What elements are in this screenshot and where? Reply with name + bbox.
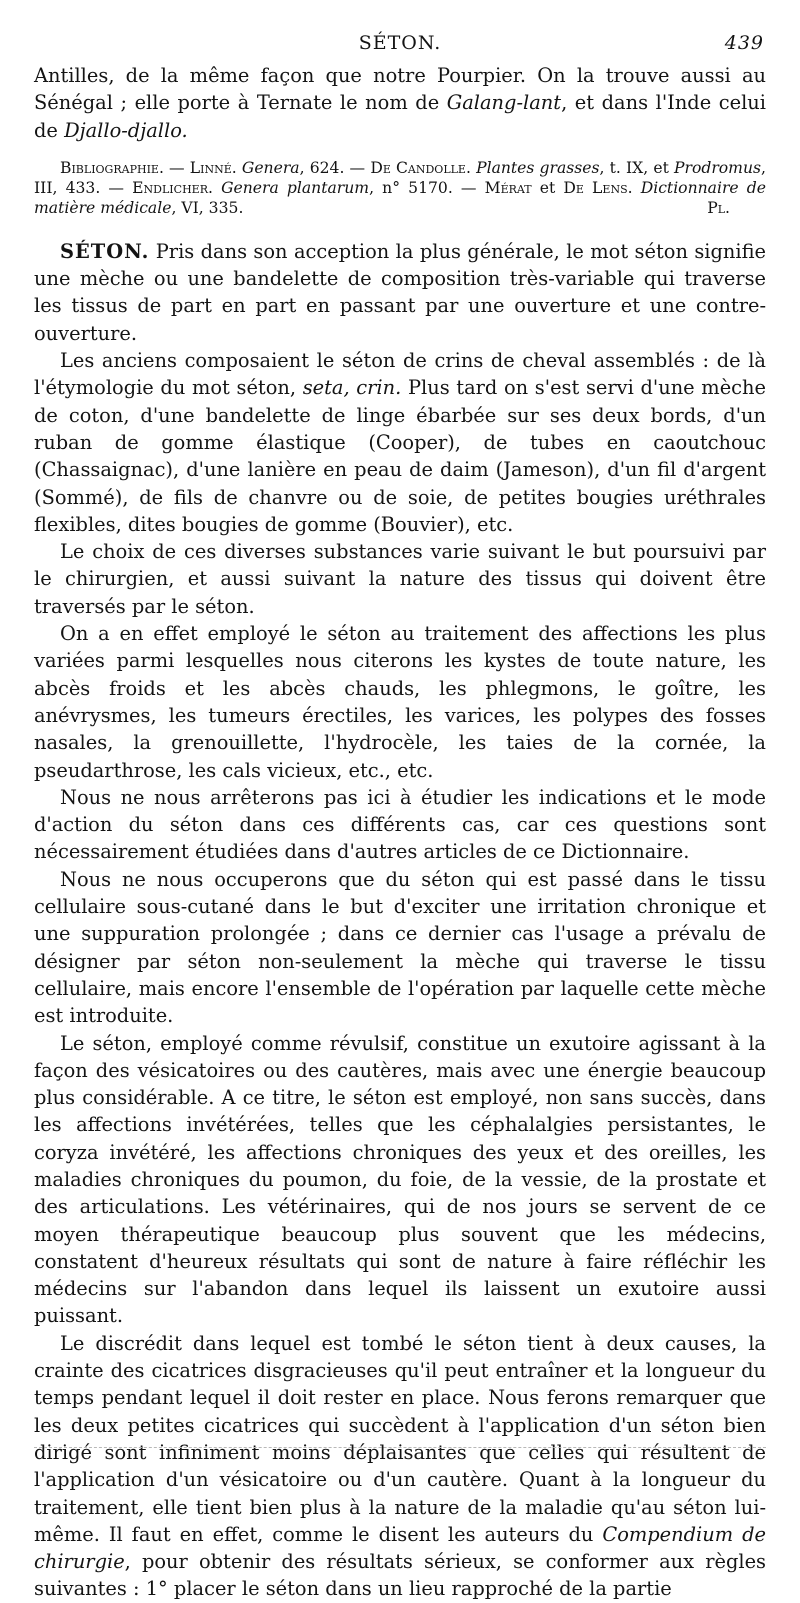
paragraph-text: Le discrédit dans lequel est tombé le séton tient à deux causes, la crainte des cicatrices disgracieuses qu'il peut entraîner et la longueur du temps pendant lequel il doit rester en place. Nous ferons remarquer que les deux petites cicatrices qui succèdent à l'application d'un séton bien dirigé sont infiniment moins déplaisantes que celles qui résultent de l'application d'un vésicatoire ou d'un cautère. Quant à la longueur du traitement, elle tient bien plus à la nature de la maladie qu'au séton lui-même. Il faut en effet, comme le disent les auteurs du [34,1331,766,1546]
bibliography-label: Bibliographie. — [60,158,190,177]
citation-text: , n° 5170. — [369,178,485,197]
running-title: SÉTON. [358,32,442,54]
author-signature: Pl. [707,198,730,217]
section-gap [34,218,766,238]
work-prodromus: Prodromus [674,158,762,177]
intro-paragraph [34,62,766,144]
term-galang-lant: Galang-lant [446,91,562,115]
paragraph-text: , pour obtenir des résultats sérieux, se conformer aux règles suivantes : 1° placer le séton dans un lieu rapproché de la partie [34,1550,766,1601]
citation-text: , 624. — [299,158,371,177]
term-seta-crin: seta, crin. [302,376,402,400]
author-de-candolle: De Candolle. [370,158,471,177]
work-compendium: Compendium de chirurgie [34,1522,766,1574]
author-merat: Mérat [484,178,532,197]
article-headword: SÉTON. [60,239,150,263]
work-dictionnaire: Dictionnaire de matière médicale [34,178,766,217]
term-djallo-djallo: Djallo-djallo. [64,118,188,142]
author-linne: Linné. [189,158,237,177]
article-paragraph-5: Nous ne nous arrêterons pas ici à étudier les indications et le mode d'action du séton dans ces différents cas, car ces questions sont nécessairement étudiées dans d'autres articles de ce Dictionnaire. [34,785,766,864]
paragraph-text: Les anciens composaient le séton de crins de cheval assemblés : de là l'étymologie du mot séton, [34,349,766,400]
bottom-rule [34,1447,766,1448]
citation-text: , III, 433. — [34,158,766,197]
page-body [34,62,766,1603]
running-header [34,32,766,58]
work-genera-plantarum: Genera plantarum [221,178,370,197]
page [34,0,767,1601]
intro-text: Antilles, de la même façon que notre Pourpier. On la trouve aussi au Sénégal ; elle porte à Ternate le nom de [34,64,766,115]
article-paragraph-3: Le choix de ces diverses substances varie suivant le but poursuivi par le chirurgien, et aussi suivant la nature des tissus qui doivent être traversés par le séton. [34,540,766,618]
intro-text: , et dans l'Inde celui de [34,91,767,142]
article-paragraph-8 [34,1330,766,1603]
author-de-lens: De Lens. [563,178,633,197]
citation-text: , VI, 335. [171,198,244,217]
article-paragraph-4: On a en effet employé le séton au traitement des affections les plus variées parmi lesquelles nous citerons les kystes de toute nature, les abcès froids et les abcès chauds, les phlegmons, le goître, les anévrysmes, les tumeurs érectiles, les varices, les polypes des fosses nasales, la grenouillette, l'hydrocèle, les taies de la cornée, la pseudarthrose, les cals vicieux, etc., etc. [34,622,766,782]
author-endlicher: Endlicher. [132,178,213,197]
article-paragraph-2 [34,347,766,538]
work-genera: Genera [241,158,300,177]
paragraph-text: Pris dans son acception la plus générale, le mot séton signifie une mèche ou une bandelette de composition très-variable qui traverse les tissus de part en part en passant par une ouverture et une contre-ouverture. [34,239,766,345]
article-paragraph-6: Nous ne nous occuperons que du séton qui est passé dans le tissu cellulaire sous-cutané dans le but d'exciter une irritation chronique et une suppuration prolongée ; dans ce dernier cas l'usage a prévalu de désigner par séton non-seulement la mèche qui traverse le tissu cellulaire, mais encore l'ensemble de l'opération par laquelle cette mèche est introduite. [34,867,766,1028]
paragraph-text: Plus tard on s'est servi d'une mèche de coton, d'une bandelette de linge ébarbée sur ses deux bords, d'un ruban de gomme élastique (Cooper), de tubes en caoutchouc (Chassaignac), d'une lanière en peau de daim (Jameson), d'un fil d'argent (Sommé), de fils de chanvre ou de soie, de petites bougies uréthrales flexibles, dites bougies de gomme (Bouvier), etc. [34,376,766,536]
article-paragraph-7: Le séton, employé comme révulsif, constitue un exutoire agissant à la façon des vésicatoires ou des cautères, mais avec une énergie beaucoup plus considérable. A ce titre, le séton est employé, non sans succès, dans les affections invétérées, telles que les céphalalgies persistantes, le coryza invétéré, les affections chroniques des yeux et des oreilles, les maladies chroniques du poumon, du foie, de la vessie, de la prostate et des articulations. Les vétérinaires, qui de nos jours se servent de ce moyen thérapeutique beaucoup plus souvent que les médecins, constatent d'heureux résultats qui sont de nature à faire réfléchir les médecins sur l'abandon dans lequel ils laissent un exutoire aussi puissant. [34,1031,766,1328]
citation-text: , t. IX, et [599,158,675,177]
citation-text: et [531,178,564,197]
work-plantes-grasses: Plantes grasses [476,158,600,177]
page-number: 439 [724,32,764,54]
bibliography [34,158,766,218]
article-paragraph-1 [34,238,766,347]
